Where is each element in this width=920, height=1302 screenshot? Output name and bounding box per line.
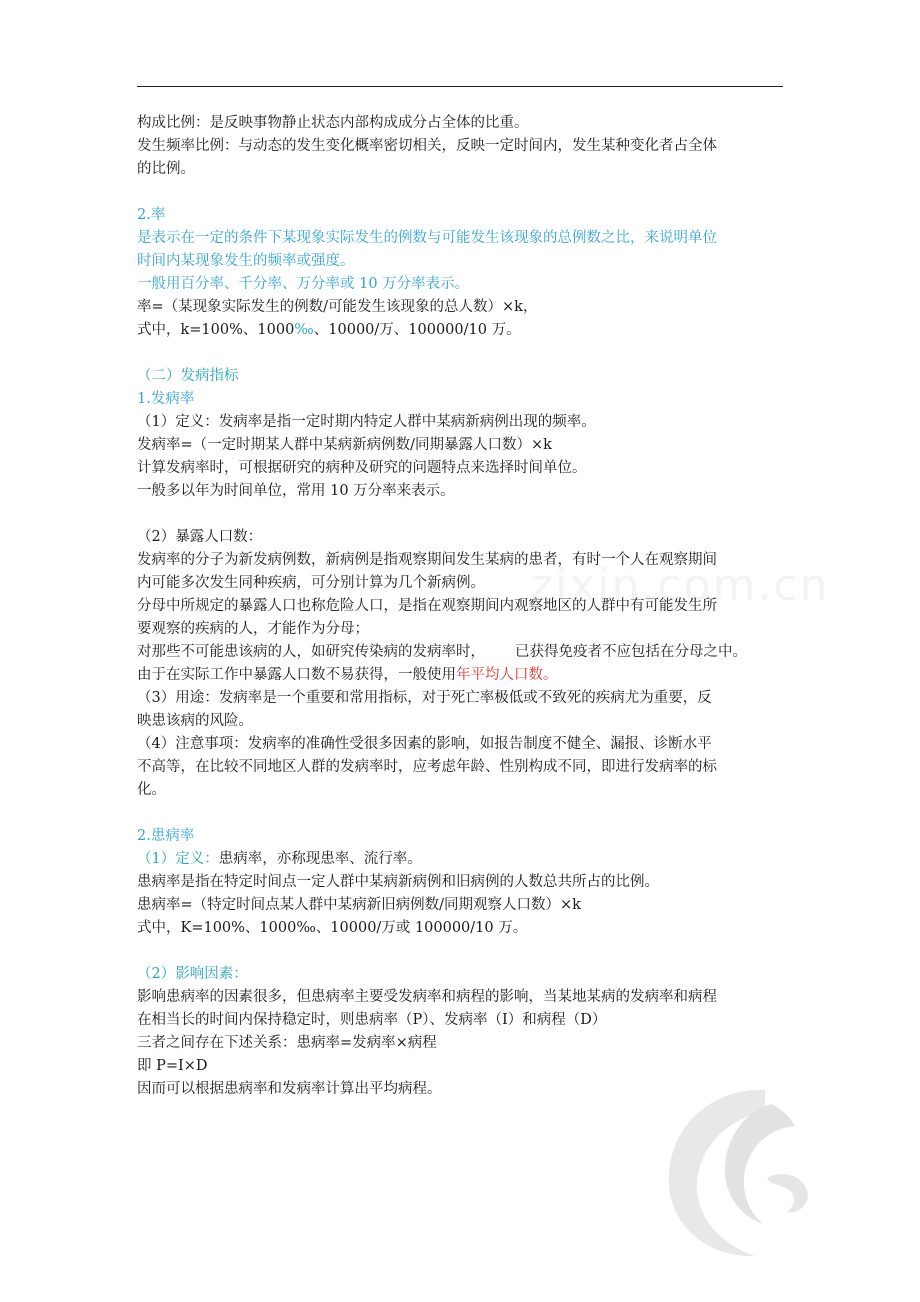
paragraph: 对那些不可能患该病的人，如研究传染病的发病率时， 已获得免疫者不应包括在分母之中。 [137,644,747,660]
paragraph: （3）用途：发病率是一个重要和常用指标，对于死亡率极低或不致死的疾病尤为重要，反 [137,690,712,706]
highlight-text: 年平均人口数。 [456,667,558,683]
paragraph: 由于在实际工作中暴露人口数不易获得，一般使用年平均人口数。 [137,667,558,683]
section-heading-incidence: 1.发病率 [137,391,195,407]
paragraph: 不高等，在比较不同地区人群的发病率时，应考虑年龄、性别构成不同，即进行发病率的标 [137,759,717,775]
paragraph: 映患该病的风险。 [137,713,253,729]
paragraph: 内可能多次发生同种疾病，可分别计算为几个新病例。 [137,575,485,591]
document-body [137,112,787,1101]
paragraph: 影响患病率的因素很多，但患病率主要受发病率和病程的影响，当某地某病的发病率和病程 [137,989,717,1005]
paragraph: 化。 [137,782,166,798]
watermark-text: zixin.com.cn [530,560,830,611]
paragraph: 发生频率比例：与动态的发生变化概率密切相关，反映一定时间内，发生某种变化者占全体 [137,138,717,154]
paragraph: 构成比例：是反映事物静止状态内部构成成分占全体的比重。 [137,115,529,131]
section-heading-prevalence: 2.患病率 [137,828,195,844]
formula: 患病率=（特定时间点某人群中某病新旧病例数/同期观察人口数）×k [137,897,581,913]
formula: 发病率=（一定时期某人群中某病新病例数/同期暴露人口数）×k [137,437,552,453]
paragraph: 计算发病率时，可根据研究的病种及研究的问题特点来选择时间单位。 [137,460,587,476]
paragraph: （4）注意事项：发病率的准确性受很多因素的影响，如报告制度不健全、漏报、诊断水平 [137,736,712,752]
subheading-factors: （2）影响因素： [137,966,248,982]
paragraph: 一般用百分率、千分率、万分率或 10 万分率表示。 [137,276,470,292]
paragraph: 一般多以年为时间单位，常用 10 万分率来表示。 [137,483,455,499]
formula: 率=（某现象实际发生的例数/可能发生该现象的总人数）×k， [137,299,538,315]
section-heading-incidence-indicators: （二）发病指标 [137,368,239,384]
paragraph: 因而可以根据患病率和发病率计算出平均病程。 [137,1081,442,1097]
formula: 即 P=I×D [137,1058,208,1074]
formula-note: 式中，k=100%、1000‰、10000/万、100000/10 万。 [137,322,521,338]
paragraph: 是表示在一定的条件下某现象实际发生的例数与可能发生该现象的总例数之比，来说明单位 [137,230,717,246]
paragraph: 患病率是指在特定时间点一定人群中某病新病例和旧病例的人数总共所占的比例。 [137,874,659,890]
header-rule [137,86,783,87]
paragraph: 时间内某现象发生的频率或强度。 [137,253,355,269]
paragraph: 要观察的疾病的人，才能作为分母； [137,621,369,637]
paragraph: 发病率的分子为新发病例数，新病例是指观察期间发生某病的患者，有时一个人在观察期间 [137,552,717,568]
dolphin-logo-icon [655,1082,825,1262]
paragraph: 三者之间存在下述关系：患病率=发病率×病程 [137,1035,437,1051]
subheading-exposure: （2）暴露人口数： [137,529,263,545]
section-heading-rate: 2.率 [137,207,166,223]
paragraph: 在相当长的时间内保持稳定时，则患病率（P）、发病率（I）和病程（D） [137,1012,607,1028]
paragraph: 的比例。 [137,161,195,177]
paragraph: （1）定义：发病率是指一定时期内特定人群中某病新病例出现的频率。 [137,414,596,430]
paragraph: 分母中所规定的暴露人口也称危险人口，是指在观察期间内观察地区的人群中有可能发生所 [137,598,717,614]
paragraph: （1）定义：患病率，亦称现患率、流行率。 [137,851,422,867]
formula-note: 式中，K=100%、1000‰、10000/万或 100000/10 万。 [137,920,528,936]
